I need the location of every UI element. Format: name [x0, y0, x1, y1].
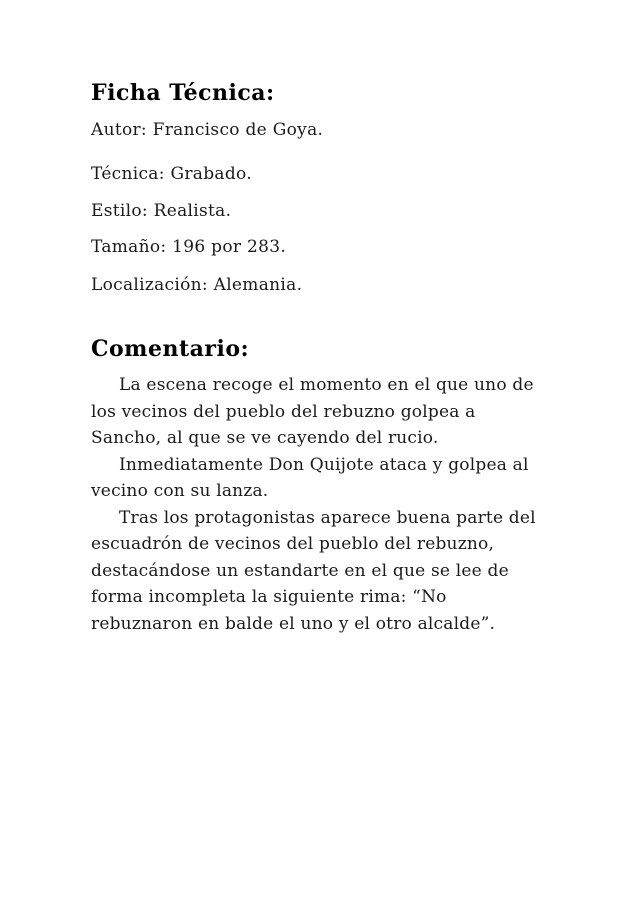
- spec-tamano: Tamaño: 196 por 283.: [91, 237, 287, 257]
- comentario-paragraph-3: Tras los protagonistas aparece buena parte del escuadrón de vecinos del pueblo del rebuzno, destacándose un estandarte en el que se lee de forma incompleta la siguiente rima: “No rebuznaron en balde el uno y el otro alcalde”.: [91, 507, 536, 634]
- comentario-heading: Comentario:: [91, 336, 250, 362]
- comentario-body: [91, 372, 541, 637]
- comentario-paragraph-1: La escena recoge el momento en el que uno de los vecinos del pueblo del rebuzno golpea a Sancho, al que se ve cayendo del rucio.: [91, 375, 534, 448]
- spec-autor: Autor: Francisco de Goya.: [91, 120, 324, 140]
- spec-localizacion: Localización: Alemania.: [91, 275, 303, 295]
- ficha-tecnica-heading: Ficha Técnica:: [91, 80, 275, 106]
- spec-estilo: Estilo: Realista.: [91, 201, 232, 221]
- spec-tecnica: Técnica: Grabado.: [91, 164, 252, 184]
- comentario-paragraph-2: Inmediatamente Don Quijote ataca y golpea al vecino con su lanza.: [91, 454, 529, 501]
